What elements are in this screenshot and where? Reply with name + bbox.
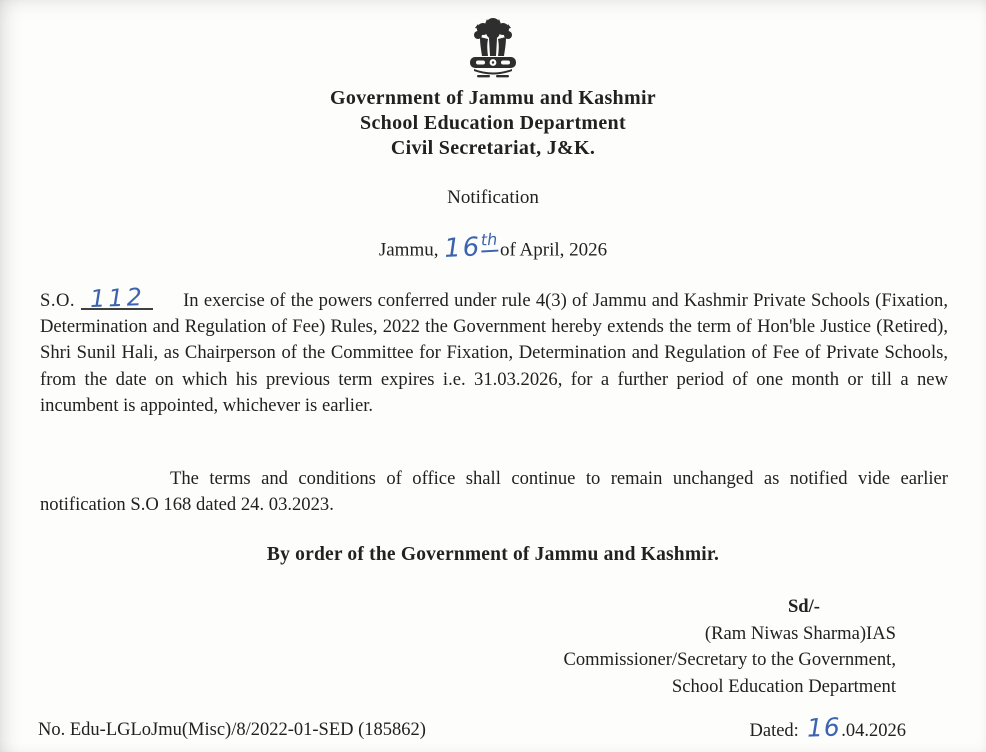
notification-title: Notification bbox=[447, 187, 539, 208]
signatory-department: School Education Department bbox=[671, 675, 896, 697]
government-name: Government of Jammu and Kashmir bbox=[330, 87, 656, 109]
handwritten-footer-day: 16 bbox=[806, 712, 842, 743]
body-paragraph-1 bbox=[40, 283, 948, 419]
signatory-name: (Ram Niwas Sharma)IAS bbox=[704, 622, 896, 644]
dateline-rest: of April, 2026 bbox=[500, 239, 608, 261]
dateline bbox=[0, 229, 986, 265]
paragraph-1-text: In exercise of the powers conferred under rule 4(3) of Jammu and Kashmir Private Schools (Fixation, Determination and Regulation of Fee) Rules, 2022 the Government hereby extends the term of Hon'ble Justice (Retired), Shri Sunil Hali, as Chairperson of the Committee for Fixation, Determination and Regulation of Fee of Private Schools, from the date on which his previous term expires i.e. 31.03.2026, for a further period of one month or till a new incumbent is appointed, whichever is earlier. bbox=[40, 290, 948, 416]
sd-line: Sd/- bbox=[787, 596, 820, 617]
dated-field bbox=[749, 712, 907, 743]
reference-number: No. Edu-LGLoJmu(Misc)/8/2022-01-SED (185862) bbox=[38, 720, 426, 740]
department-name: School Education Department bbox=[360, 112, 626, 134]
dated-rest: .04.2026 bbox=[841, 721, 906, 741]
dated-label: Dated: bbox=[749, 721, 799, 741]
footer-line bbox=[38, 712, 906, 743]
signatory-designation: Commissioner/Secretary to the Government, bbox=[563, 649, 896, 670]
so-label: S.O. bbox=[40, 290, 76, 311]
signature-block bbox=[563, 594, 896, 700]
national-emblem-icon bbox=[463, 16, 523, 82]
letterhead bbox=[0, 86, 986, 161]
by-order-line: By order of the Government of Jammu and Kashmir. bbox=[266, 544, 720, 565]
so-number-blank bbox=[81, 283, 153, 313]
body-paragraph-2: The terms and conditions of office shall continue to remain unchanged as notified vide earlier notification S.O 168 dated 24. 03.2023. bbox=[40, 468, 948, 516]
secretariat-line: Civil Secretariat, J&K. bbox=[390, 137, 596, 159]
dateline-place: Jammu, bbox=[378, 239, 439, 261]
handwritten-day: 16th bbox=[443, 229, 499, 265]
handwritten-so-number: 112 bbox=[89, 283, 145, 313]
